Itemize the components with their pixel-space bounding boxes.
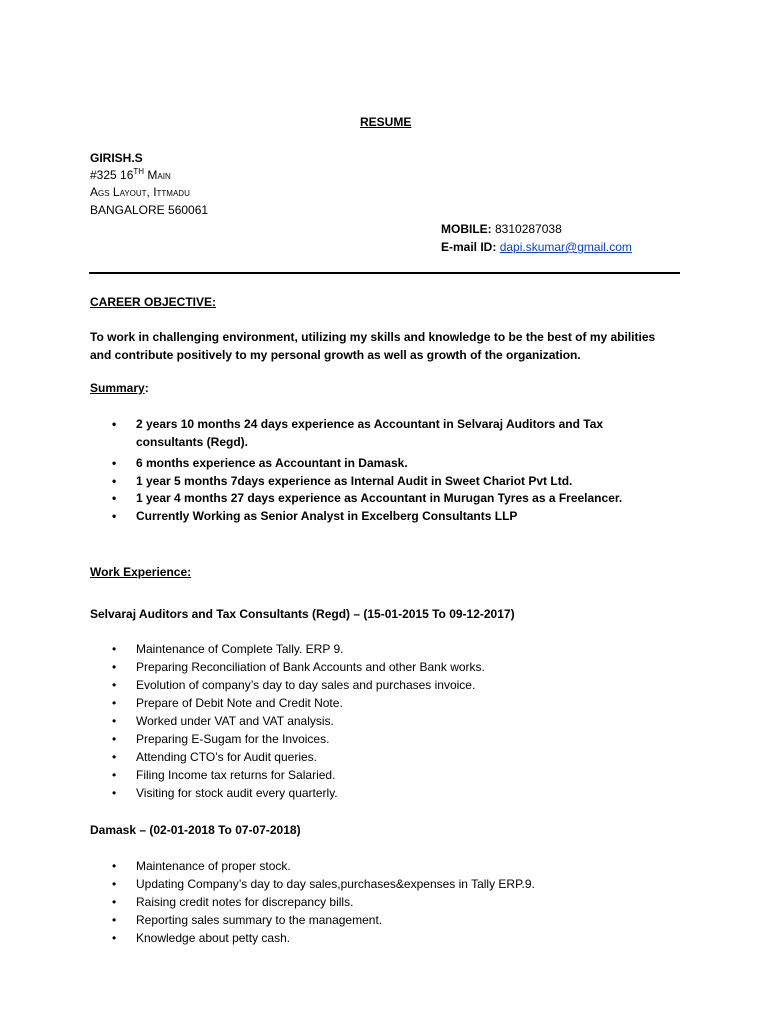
header-divider	[89, 272, 680, 274]
email-label: E-mail ID:	[441, 240, 497, 254]
career-objective-heading: CAREER OBJECTIVE:	[90, 295, 217, 309]
list-item: • Currently Working as Senior Analyst in Excelberg Consultants LLP	[112, 508, 518, 523]
job-duties-list	[90, 640, 485, 802]
work-experience-heading: Work Experience:	[90, 565, 192, 579]
list-item: • Evolution of company’s day to day sales and purchases invoice.	[112, 678, 476, 692]
list-item: • Prepare of Debit Note and Credit Note.	[112, 696, 343, 710]
list-item: • 2 years 10 months 24 days experience as Accountant in Selvaraj Auditors and Tax consultants (Regd).	[112, 417, 604, 449]
list-item: • 1 year 5 months 7days experience as Internal Audit in Sweet Chariot Pvt Ltd.	[112, 473, 573, 488]
mobile-value: 8310287038	[491, 222, 562, 236]
list-item: • Knowledge about petty cash.	[112, 931, 291, 945]
list-item: • 6 months experience as Accountant in Damask.	[112, 456, 408, 470]
summary-list	[90, 416, 622, 525]
list-item: • Visiting for stock audit every quarterly.	[112, 786, 338, 800]
list-item: • Attending CTO’s for Audit queries.	[112, 750, 317, 764]
list-item: • Raising credit notes for discrepancy bills.	[112, 895, 354, 909]
list-item: • Filing Income tax returns for Salaried.	[112, 768, 336, 782]
list-item: • Reporting sales summary to the management.	[112, 913, 383, 927]
mobile-label: MOBILE:	[441, 222, 492, 236]
candidate-name: GIRISH.S	[90, 151, 143, 165]
address-line-1: #325 16TH Main	[90, 167, 171, 182]
job-title: Damask – (02-01-2018 To 07-07-2018)	[90, 823, 301, 837]
email-line	[441, 239, 632, 255]
list-item: • Updating Company’s day to day sales,purchases&expenses in Tally ERP.9.	[112, 877, 535, 891]
list-item: • Preparing E-Sugam for the Invoices.	[112, 732, 330, 746]
list-item: • Maintenance of Complete Tally. ERP 9.	[112, 642, 344, 656]
mobile-line	[441, 221, 562, 237]
page-title: RESUME	[360, 115, 412, 129]
list-item: • 1 year 4 months 27 days experience as Accountant in Murugan Tyres as a Freelancer.	[112, 491, 623, 505]
job-duties-list	[90, 857, 535, 947]
address-line-2: Ags Layout, Ittmadu	[90, 185, 190, 199]
job-title: Selvaraj Auditors and Tax Consultants (Regd) – (15-01-2015 To 09-12-2017)	[90, 607, 515, 621]
address-line-3: BANGALORE 560061	[90, 203, 209, 217]
summary-heading: Summary:	[90, 381, 149, 395]
list-item: • Maintenance of proper stock.	[112, 859, 291, 873]
list-item: • Preparing Reconciliation of Bank Accounts and other Bank works.	[112, 660, 485, 674]
career-objective-text: To work in challenging environment, utilizing my skills and knowledge to be the best of my abilities and contribute positively to my personal growth as well as growth of the organization.	[90, 330, 656, 362]
email-link[interactable]: dapi.skumar@gmail.com	[499, 240, 632, 254]
list-item: • Worked under VAT and VAT analysis.	[112, 714, 334, 728]
